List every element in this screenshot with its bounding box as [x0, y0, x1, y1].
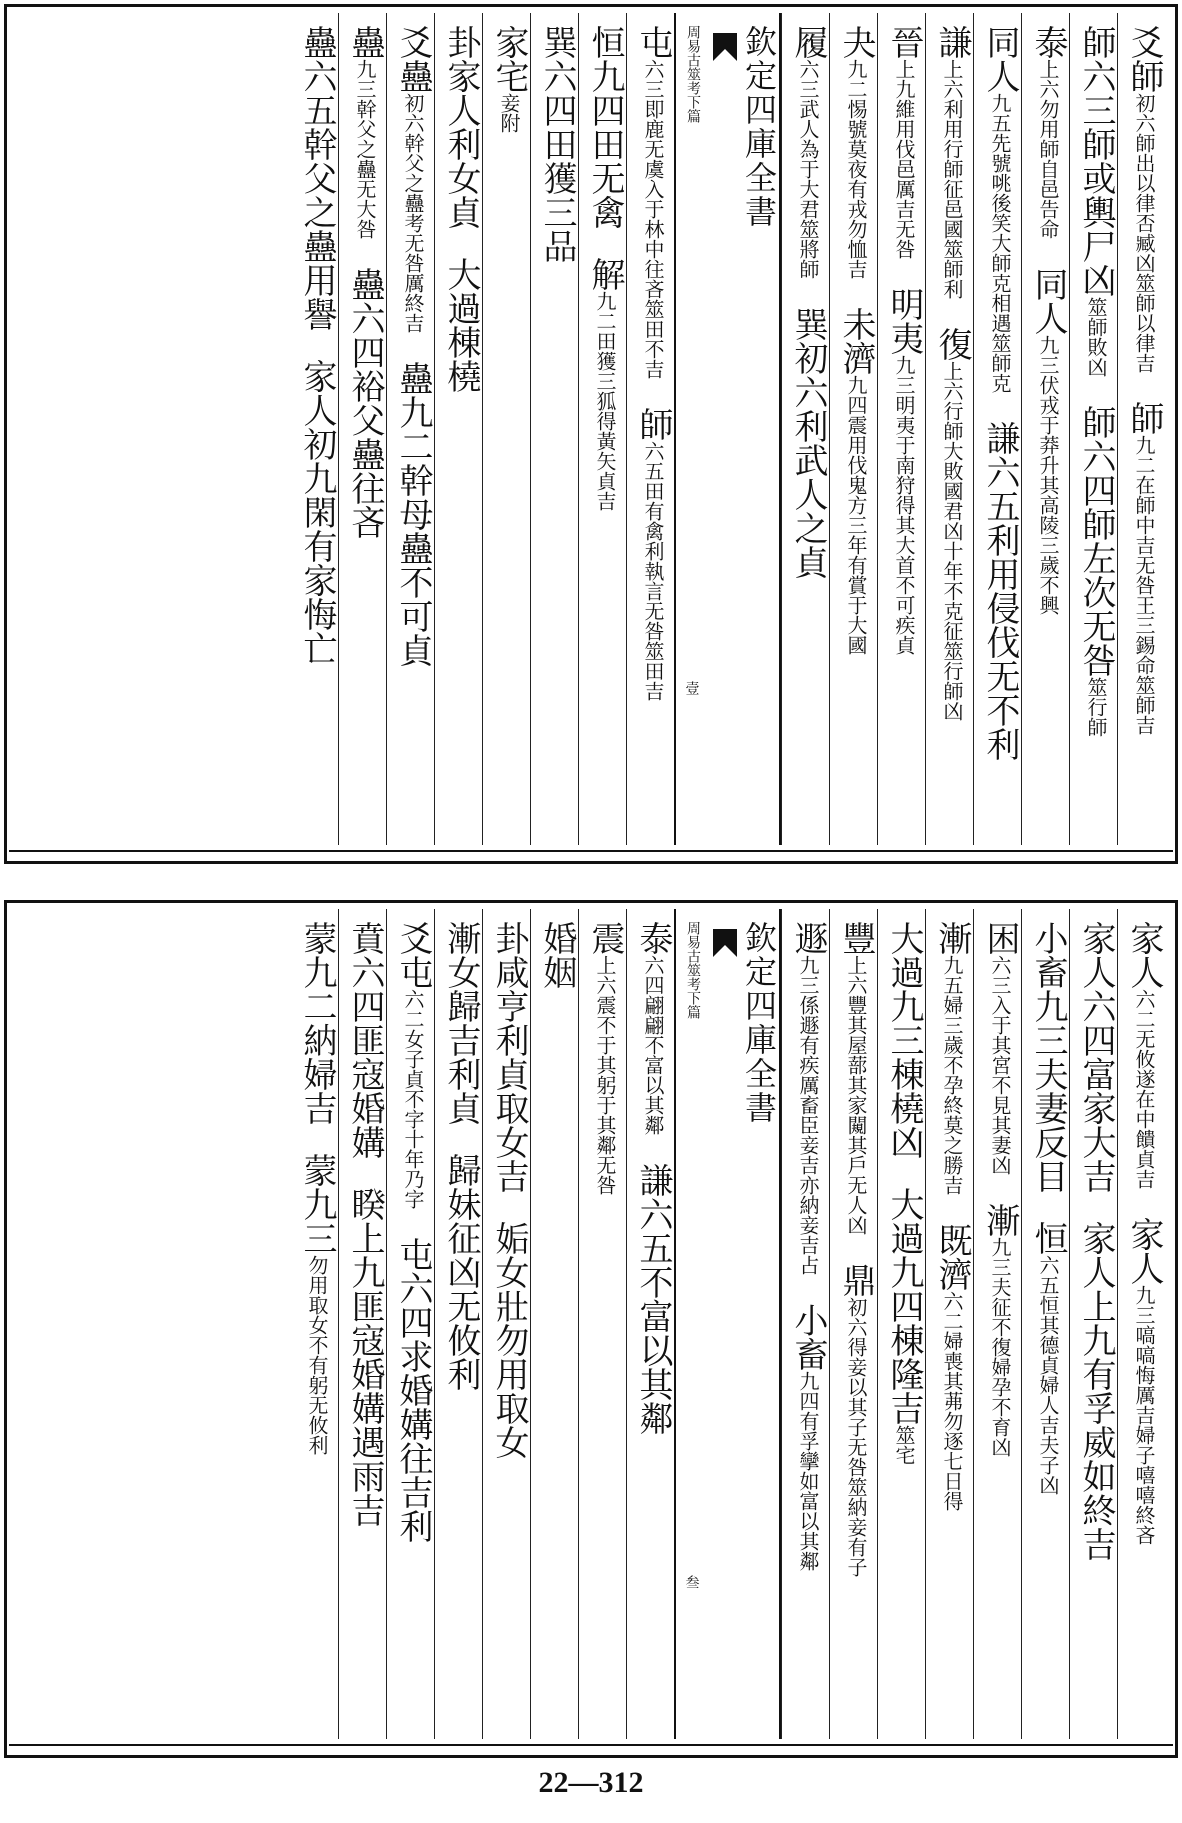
column-annotation: 六三武人為于大君筮將師 — [796, 59, 820, 279]
column-heading: 師六三師或輿尸凶 — [1076, 25, 1116, 297]
column-heading: 蠱六五幹父之蠱用譽 — [297, 25, 337, 331]
column-annotation: 九二惕號莫夜有戎勿恤吉 — [844, 59, 868, 279]
page-number: 22—312 — [538, 1766, 644, 1799]
text-column — [829, 13, 877, 845]
fish-tail-mark-icon — [711, 31, 739, 71]
column-heading: 遯 — [788, 921, 828, 955]
text-column — [482, 13, 530, 845]
column-entry: 大過九四棟隆吉 — [884, 1187, 924, 1425]
chapter-title: 周易古筮考 — [685, 921, 701, 991]
column-heading: 困 — [980, 921, 1020, 955]
column-heading: 謙 — [932, 25, 972, 59]
column-entry: 家人初九閑有家悔亡 — [297, 359, 337, 665]
text-column — [1021, 909, 1069, 1739]
column-entry: 小畜 — [788, 1303, 828, 1371]
column-entry: 蠱六四裕父蠱往吝 — [345, 267, 385, 539]
column-entry-annotation: 九三嗃嗃悔厲吉婦子嘻嘻終吝 — [1132, 1285, 1156, 1545]
column-entry: 姤女壯勿用取女 — [489, 1221, 529, 1459]
text-column — [829, 909, 877, 1739]
column-entry-annotation: 六二婦喪其茀勿逐七日得 — [940, 1291, 964, 1511]
text-column — [338, 13, 386, 845]
text-column — [578, 13, 626, 845]
column-annotation: 六三入于其宮不見其妻凶 — [988, 955, 1012, 1175]
text-column — [973, 909, 1021, 1739]
column-entry: 巽初六利武人之貞 — [788, 307, 828, 579]
column-heading: 爻蠱 — [393, 25, 433, 93]
column-entry: 屯六四求婚媾往吉利 — [393, 1237, 433, 1543]
column-heading: 泰 — [633, 921, 673, 955]
column-annotation: 六三即鹿无虞入于林中往吝筮田不吉 — [641, 59, 665, 379]
bottom-columns — [17, 909, 1165, 1739]
column-entry-annotation: 九三夫征不復婦孕不育凶 — [988, 1237, 1012, 1457]
column-entry-annotation: 九四有孚攣如富以其鄰 — [796, 1371, 820, 1571]
column-entry: 未濟 — [836, 307, 876, 375]
text-column — [925, 909, 973, 1739]
folio-number: 壹 — [683, 681, 700, 695]
text-column — [626, 13, 674, 845]
column-entry: 睽上九匪寇婚媾遇雨吉 — [345, 1187, 385, 1527]
text-column — [434, 909, 482, 1739]
text-column — [290, 13, 338, 845]
column-heading: 漸 — [932, 921, 972, 955]
column-entry-annotation: 九二田獲三狐得黃矢貞吉 — [593, 291, 617, 511]
column-entry-annotation: 勿用取女不有躬无攸利 — [305, 1255, 329, 1455]
column-entry: 解 — [585, 257, 625, 291]
column-annotation: 六二无攸遂在中饋貞吉 — [1132, 989, 1156, 1189]
center-spine — [674, 909, 781, 1739]
column-heading: 夬 — [836, 25, 876, 59]
text-column — [1069, 13, 1117, 845]
column-entry-annotation: 九三明夷于南狩得其大首不可疾貞 — [892, 355, 916, 655]
column-entry-annotation: 六五田有禽利執言无咎筮田吉 — [641, 441, 665, 701]
column-heading: 蠱 — [345, 25, 385, 59]
column-entry-annotation: 九二在師中吉无咎王三錫命筮師吉 — [1132, 435, 1156, 735]
section-title: 下篇 — [685, 95, 701, 123]
column-heading: 恒九四田无禽 — [585, 25, 625, 229]
text-column — [338, 909, 386, 1739]
column-heading: 漸女歸吉利貞 — [441, 921, 481, 1125]
column-annotation: 六二女子貞不字十年乃字 — [401, 989, 425, 1209]
column-heading: 爻師 — [1124, 25, 1164, 93]
top-page-frame — [4, 4, 1178, 864]
column-heading: 家宅 — [489, 25, 529, 93]
column-annotation: 妾附 — [497, 93, 521, 133]
column-entry-annotation: 九四震用伐鬼方三年有賞于大國 — [844, 375, 868, 655]
column-entry: 既濟 — [932, 1223, 972, 1291]
column-entry-annotation: 六五恒其德貞婦人吉夫子凶 — [1036, 1255, 1060, 1495]
column-heading: 卦家人利女貞 — [441, 25, 481, 229]
column-entry: 蠱九二幹母蠱不可貞 — [393, 361, 433, 667]
column-annotation: 九三幹父之蠱无大咎 — [353, 59, 377, 239]
column-entry: 家人 — [1124, 1217, 1164, 1285]
column-entry: 蒙九三 — [297, 1153, 337, 1255]
column-heading: 晉 — [884, 25, 924, 59]
column-entry: 同人 — [1028, 267, 1068, 335]
text-column — [434, 13, 482, 845]
column-annotation: 六四翩翩不富以其鄰 — [641, 955, 665, 1135]
column-entry-annotation: 筮行師 — [1084, 677, 1108, 737]
text-column — [1069, 909, 1117, 1739]
text-column — [877, 909, 925, 1739]
column-annotation: 上六利用行師征邑國筮師利 — [940, 59, 964, 299]
text-column — [626, 909, 674, 1739]
column-annotation: 上六勿用師自邑告命 — [1036, 59, 1060, 239]
column-heading: 大過九三棟橈凶 — [884, 921, 924, 1159]
column-heading: 婚姻 — [537, 921, 577, 989]
column-entry: 歸妹征凶无攸利 — [441, 1153, 481, 1391]
column-entry: 家人上九有孚威如終吉 — [1076, 1221, 1116, 1561]
column-annotation: 上六震不于其躬于其鄰无咎 — [593, 955, 617, 1195]
column-heading: 履 — [788, 25, 828, 59]
column-entry: 恒 — [1028, 1221, 1068, 1255]
column-heading: 家人六四富家大吉 — [1076, 921, 1116, 1193]
folio-number: 叁 — [683, 1575, 700, 1589]
text-column — [290, 909, 338, 1739]
bottom-page-frame — [4, 900, 1178, 1758]
column-heading: 豐 — [836, 921, 876, 955]
text-column — [1021, 13, 1069, 845]
column-heading: 爻屯 — [393, 921, 433, 989]
column-heading: 家人 — [1124, 921, 1164, 989]
text-column — [482, 909, 530, 1739]
column-heading: 巽六四田獲三品 — [537, 25, 577, 263]
column-annotation: 上六豐其屋蔀其家闚其戶无人凶 — [844, 955, 868, 1235]
column-entry-annotation: 筮宅 — [892, 1425, 916, 1465]
column-entry: 謙六五利用侵伐无不利 — [980, 421, 1020, 761]
center-spine — [674, 13, 781, 845]
text-column — [973, 13, 1021, 845]
text-column — [877, 13, 925, 845]
column-entry: 鼎 — [836, 1263, 876, 1297]
column-heading: 震 — [585, 921, 625, 955]
text-column — [1117, 909, 1165, 1739]
text-column — [925, 13, 973, 845]
column-heading: 泰 — [1028, 25, 1068, 59]
text-column — [386, 13, 434, 845]
column-entry: 師 — [633, 407, 673, 441]
book-title: 欽定四庫全書 — [740, 921, 778, 1125]
text-column — [386, 909, 434, 1739]
column-entry-annotation: 九三伏戎于莽升其高陵三歲不興 — [1036, 335, 1060, 615]
column-entry: 漸 — [980, 1203, 1020, 1237]
column-annotation: 九五婦三歲不孕終莫之勝吉 — [940, 955, 964, 1195]
column-entry: 復 — [932, 327, 972, 361]
text-column — [578, 909, 626, 1739]
column-annotation: 上九維用伐邑厲吉无咎 — [892, 59, 916, 259]
column-entry: 師 — [1124, 401, 1164, 435]
column-annotation: 初六幹父之蠱考无咎厲終吉 — [401, 93, 425, 333]
column-annotation: 初六師出以律否臧凶筮師以律吉 — [1132, 93, 1156, 373]
column-entry: 謙六五不富以其鄰 — [633, 1163, 673, 1435]
book-title: 欽定四庫全書 — [740, 25, 778, 229]
text-column — [1117, 13, 1165, 845]
column-entry: 明夷 — [884, 287, 924, 355]
text-column — [781, 13, 829, 845]
column-annotation: 九三係遯有疾厲畜臣妾吉亦納妾吉占 — [796, 955, 820, 1275]
text-column — [530, 909, 578, 1739]
column-heading: 賁六四匪寇婚媾 — [345, 921, 385, 1159]
column-entry-annotation: 初六得妾以其子无咎筮納妾有子 — [844, 1297, 868, 1577]
column-entry: 師六四師左次无咎 — [1076, 405, 1116, 677]
column-heading: 屯 — [633, 25, 673, 59]
column-heading: 小畜九三夫妻反目 — [1028, 921, 1068, 1193]
section-title: 下篇 — [685, 991, 701, 1019]
chapter-title: 周易古筮考 — [685, 25, 701, 95]
fish-tail-mark-icon — [711, 927, 739, 967]
text-column — [781, 909, 829, 1739]
column-annotation: 九五先號咷後笑大師克相遇筮師克 — [988, 93, 1012, 393]
text-column — [530, 13, 578, 845]
top-columns — [17, 13, 1165, 845]
column-entry: 大過棟橈 — [441, 257, 481, 393]
column-heading: 卦咸亨利貞取女吉 — [489, 921, 529, 1193]
column-heading: 蒙九二納婦吉 — [297, 921, 337, 1125]
column-annotation: 筮師敗凶 — [1084, 297, 1108, 377]
column-entry-annotation: 上六行師大敗國君凶十年不克征筮行師凶 — [940, 361, 964, 721]
column-heading: 同人 — [980, 25, 1020, 93]
